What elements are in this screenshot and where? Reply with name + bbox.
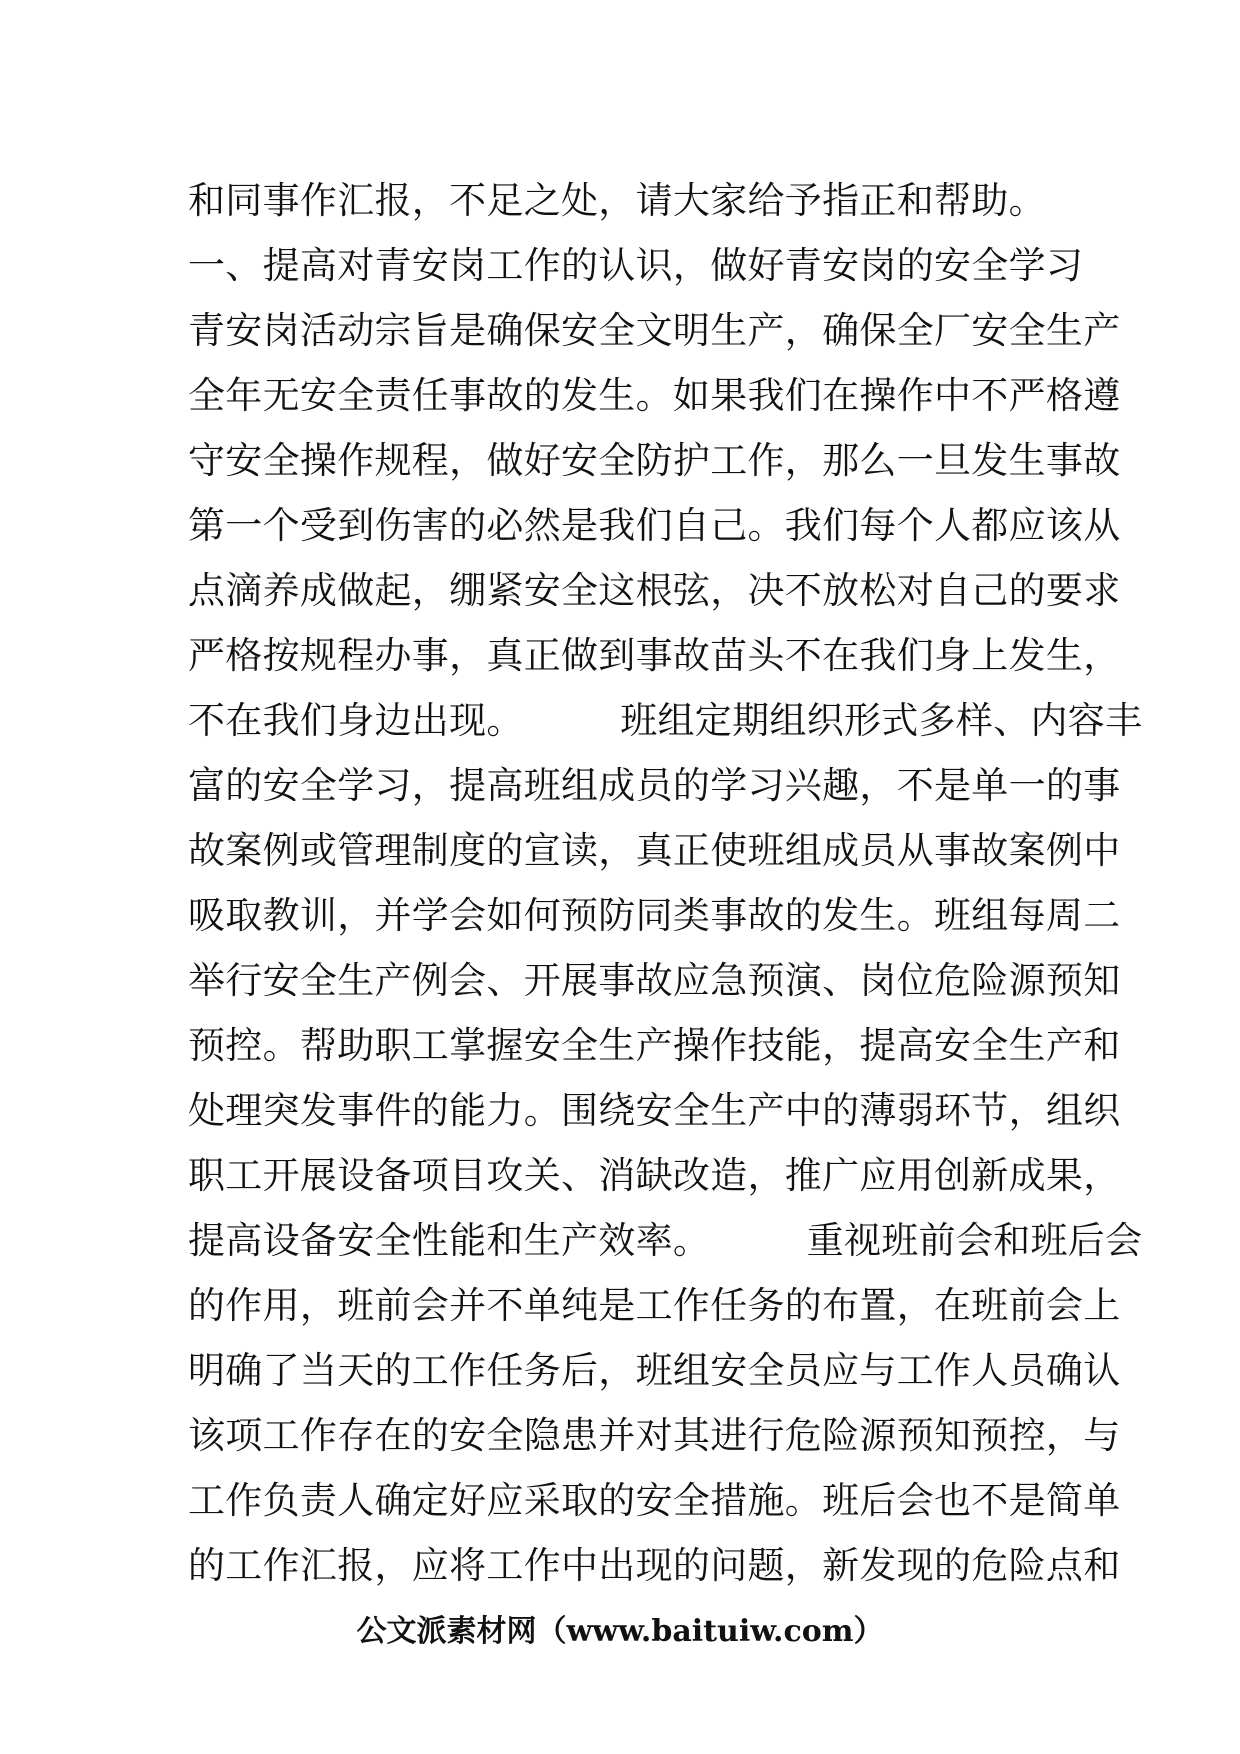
document-body <box>188 168 1143 1598</box>
text-line: 和同事作汇报，不足之处，请大家给予指正和帮助。 <box>188 179 1046 222</box>
text-line: 富的安全学习，提高班组成员的学习兴趣，不是单一的事 <box>188 764 1121 807</box>
text-line: 守安全操作规程，做好安全防护工作，那么一旦发生事故 <box>188 439 1121 482</box>
text-line: 职工开展设备项目攻关、消缺改造，推广应用创新成果， <box>188 1154 1121 1197</box>
text-line: 的作用，班前会并不单纯是工作任务的布置，在班前会上 <box>188 1284 1121 1327</box>
text-line: 一、提高对青安岗工作的认识，做好青安岗的安全学习 <box>188 244 1084 287</box>
text-line: 全年无安全责任事故的发生。如果我们在操作中不严格遵 <box>188 374 1121 417</box>
text-line: 预控。帮助职工掌握安全生产操作技能，提高安全生产和 <box>188 1024 1121 1067</box>
text-line: 明确了当天的工作任务后，班组安全员应与工作人员确认 <box>188 1349 1121 1392</box>
text-line: 处理突发事件的能力。围绕安全生产中的薄弱环节，组织 <box>188 1089 1121 1132</box>
text-line: 该项工作存在的安全隐患并对其进行危险源预知预控，与 <box>188 1414 1121 1457</box>
text-line: 点滴养成做起，绷紧安全这根弦，决不放松对自己的要求 <box>188 569 1121 612</box>
text-line: 第一个受到伤害的必然是我们自己。我们每个人都应该从 <box>188 504 1121 547</box>
text-line: 举行安全生产例会、开展事故应急预演、岗位危险源预知 <box>188 959 1121 1002</box>
text-line: 严格按规程办事，真正做到事故苗头不在我们身上发生， <box>188 634 1121 677</box>
text-line: 提高设备安全性能和生产效率。 重视班前会和班后会 <box>188 1219 1143 1262</box>
text-line: 的工作汇报，应将工作中出现的问题，新发现的危险点和 <box>188 1544 1121 1587</box>
text-line: 故案例或管理制度的宣读，真正使班组成员从事故案例中 <box>188 829 1121 872</box>
text-line: 青安岗活动宗旨是确保安全文明生产，确保全厂安全生产 <box>188 309 1121 352</box>
page-footer: 公文派素材网（www.baituiw.com） <box>356 1614 884 1649</box>
text-line: 不在我们身边出现。 班组定期组织形式多样、内容丰 <box>188 699 1143 742</box>
text-line: 吸取教训，并学会如何预防同类事故的发生。班组每周二 <box>188 894 1121 937</box>
text-line: 工作负责人确定好应采取的安全措施。班后会也不是简单 <box>188 1479 1121 1522</box>
